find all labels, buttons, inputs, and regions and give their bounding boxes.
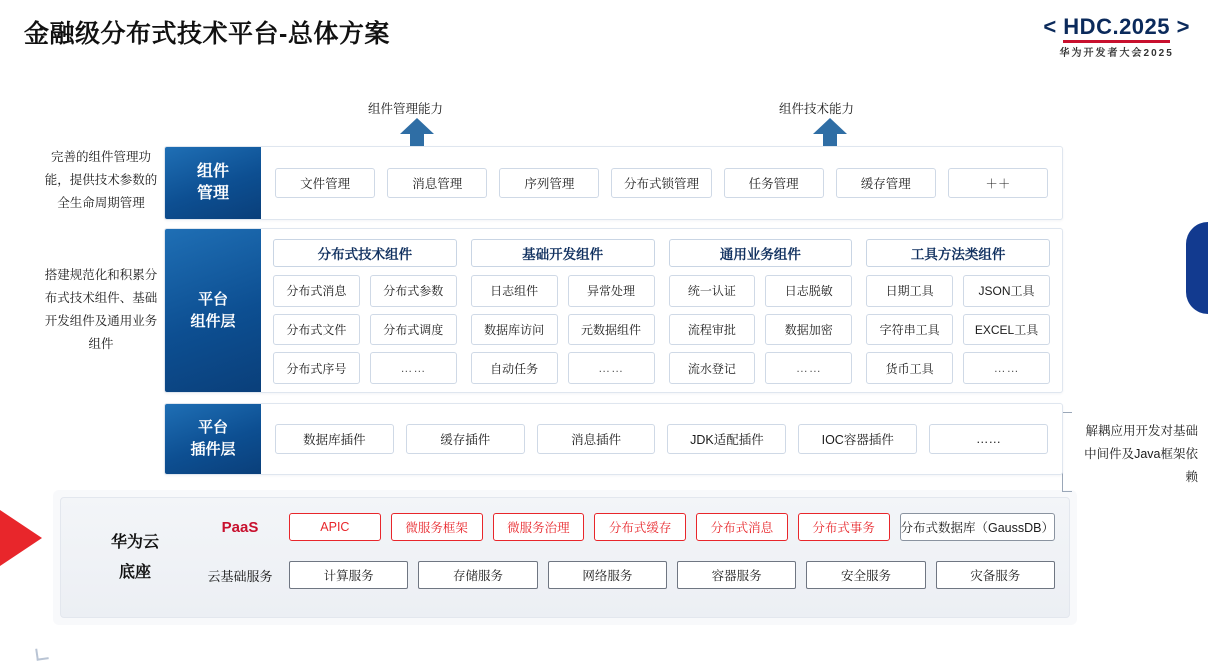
hdc-logo-bracket-right: > [1176, 14, 1190, 39]
hdc-logo-sub: 华为开发者大会2025 [1059, 48, 1174, 59]
infra-item[interactable]: 网络服务 [548, 561, 667, 589]
hdc-logo [1043, 14, 1190, 59]
right-blue-arc-decoration [1186, 222, 1208, 314]
component-cell[interactable]: 数据库访问 [471, 314, 558, 346]
row-label-line1: 组件 [196, 163, 229, 180]
component-cell[interactable]: 分布式参数 [370, 275, 457, 307]
row-label-platform-component-layer [165, 229, 261, 392]
paas-label: PaaS [221, 518, 259, 536]
chip-item[interactable]: 分布式锁管理 [611, 168, 711, 198]
component-cell[interactable]: 流程审批 [669, 314, 756, 346]
side-note-component-management: 完善的组件管理功能，提供技术参数的全生命周期管理 [44, 150, 158, 210]
row-label-line2: 插件层 [190, 441, 236, 458]
paas-row [201, 510, 1055, 544]
component-cell[interactable]: 字符串工具 [866, 314, 953, 346]
row-label-line1: 平台 [197, 419, 228, 436]
component-cell[interactable]: 分布式调度 [370, 314, 457, 346]
component-cell[interactable]: 自动任务 [471, 352, 558, 384]
component-cell[interactable]: 分布式文件 [273, 314, 360, 346]
component-cell[interactable]: 元数据组件 [568, 314, 655, 346]
row-label-line2: 组件层 [190, 312, 236, 330]
hdc-logo-text: HDC.2025 [1063, 14, 1170, 43]
component-cell[interactable]: 分布式序号 [273, 352, 360, 384]
chip-item[interactable]: 序列管理 [499, 168, 599, 198]
component-cell[interactable]: 数据加密 [765, 314, 852, 346]
paas-item[interactable]: 微服务框架 [391, 513, 483, 541]
component-cell[interactable]: 统一认证 [669, 275, 756, 307]
plugin-item[interactable]: IOC容器插件 [798, 424, 917, 454]
group-title: 通用业务组件 [669, 239, 853, 267]
plugin-item[interactable]: 缓存插件 [406, 424, 525, 454]
cloud-base-rows [201, 510, 1055, 605]
group-common-business-components [669, 239, 853, 384]
component-cell[interactable]: 异常处理 [568, 275, 655, 307]
chip-item-add-more[interactable]: ＋＋ [948, 168, 1048, 198]
group-basic-development-components [471, 239, 655, 384]
row-body-platform-plugin-layer [261, 404, 1062, 474]
component-cell-more[interactable]: …… [370, 352, 457, 384]
infra-label: 云基础服务 [207, 568, 273, 584]
hdc-logo-bracket-left: < [1043, 14, 1057, 39]
paas-item[interactable]: 分布式事务 [798, 513, 890, 541]
group-title: 基础开发组件 [471, 239, 655, 267]
row-label-component-management [165, 147, 261, 219]
row-body-platform-component-layer [261, 229, 1062, 392]
paas-item[interactable]: 微服务治理 [493, 513, 585, 541]
row-body-component-management [261, 147, 1062, 219]
cloud-base-section [60, 497, 1070, 618]
row-label-line1: 平台 [197, 290, 228, 308]
chip-item[interactable]: 消息管理 [387, 168, 487, 198]
chip-item[interactable]: 缓存管理 [836, 168, 936, 198]
component-cell[interactable]: 日期工具 [866, 275, 953, 307]
group-title: 工具方法类组件 [866, 239, 1050, 267]
plugin-item[interactable]: 消息插件 [537, 424, 656, 454]
row-platform-plugin-layer [164, 403, 1063, 475]
row-label-line2: 管理 [196, 185, 229, 202]
component-cell[interactable]: 日志组件 [471, 275, 558, 307]
component-cell-more[interactable]: …… [765, 352, 852, 384]
left-red-triangle-decoration [0, 510, 42, 566]
component-cell[interactable]: 货币工具 [866, 352, 953, 384]
page-title: 金融级分布式技术平台-总体方案 [24, 20, 390, 48]
row-platform-component-layer [164, 228, 1063, 393]
chip-item[interactable]: 文件管理 [275, 168, 375, 198]
plugin-item-more[interactable]: …… [929, 424, 1048, 454]
infra-item[interactable]: 灾备服务 [936, 561, 1055, 589]
plugin-item[interactable]: 数据库插件 [275, 424, 394, 454]
paas-item[interactable]: 分布式消息 [696, 513, 788, 541]
cloud-base-title-line1: 华为云 [110, 533, 159, 551]
infra-item[interactable]: 容器服务 [677, 561, 796, 589]
row-label-platform-plugin-layer [165, 404, 261, 474]
infra-row [201, 558, 1055, 592]
plugin-item[interactable]: JDK适配插件 [667, 424, 786, 454]
right-brace-decoration [1062, 412, 1072, 492]
bottom-corner-decoration [35, 647, 49, 661]
paas-item[interactable]: APIC [289, 513, 381, 541]
group-utility-components [866, 239, 1050, 384]
chip-item[interactable]: 任务管理 [724, 168, 824, 198]
infra-item[interactable]: 存储服务 [418, 561, 537, 589]
callout-component-management-capability: 组件管理能力 [368, 102, 444, 116]
component-cell[interactable]: JSON工具 [963, 275, 1050, 307]
paas-item[interactable]: 分布式缓存 [594, 513, 686, 541]
hdc-logo-main [1043, 14, 1190, 40]
paas-item-database[interactable]: 分布式数据库（GaussDB） [900, 513, 1056, 541]
component-cell[interactable]: 分布式消息 [273, 275, 360, 307]
component-cell[interactable]: 日志脱敏 [765, 275, 852, 307]
group-distributed-tech-components [273, 239, 457, 384]
component-cell[interactable]: EXCEL工具 [963, 314, 1050, 346]
side-note-plugin-decoupling: 解耦应用开发对基础中间件及Java框架依赖 [1084, 424, 1198, 484]
infra-item[interactable]: 安全服务 [806, 561, 925, 589]
row-component-management [164, 146, 1063, 220]
infra-item[interactable]: 计算服务 [289, 561, 408, 589]
cloud-base-title [79, 498, 191, 617]
side-note-platform-components: 搭建规范化和积累分布式技术组件、基础开发组件及通用业务组件 [44, 268, 158, 351]
component-cell-more[interactable]: …… [568, 352, 655, 384]
group-title: 分布式技术组件 [273, 239, 457, 267]
component-cell[interactable]: 流水登记 [669, 352, 756, 384]
component-cell-more[interactable]: …… [963, 352, 1050, 384]
cloud-base-title-line2: 底座 [118, 563, 151, 581]
callout-component-technical-capability: 组件技术能力 [779, 102, 855, 116]
